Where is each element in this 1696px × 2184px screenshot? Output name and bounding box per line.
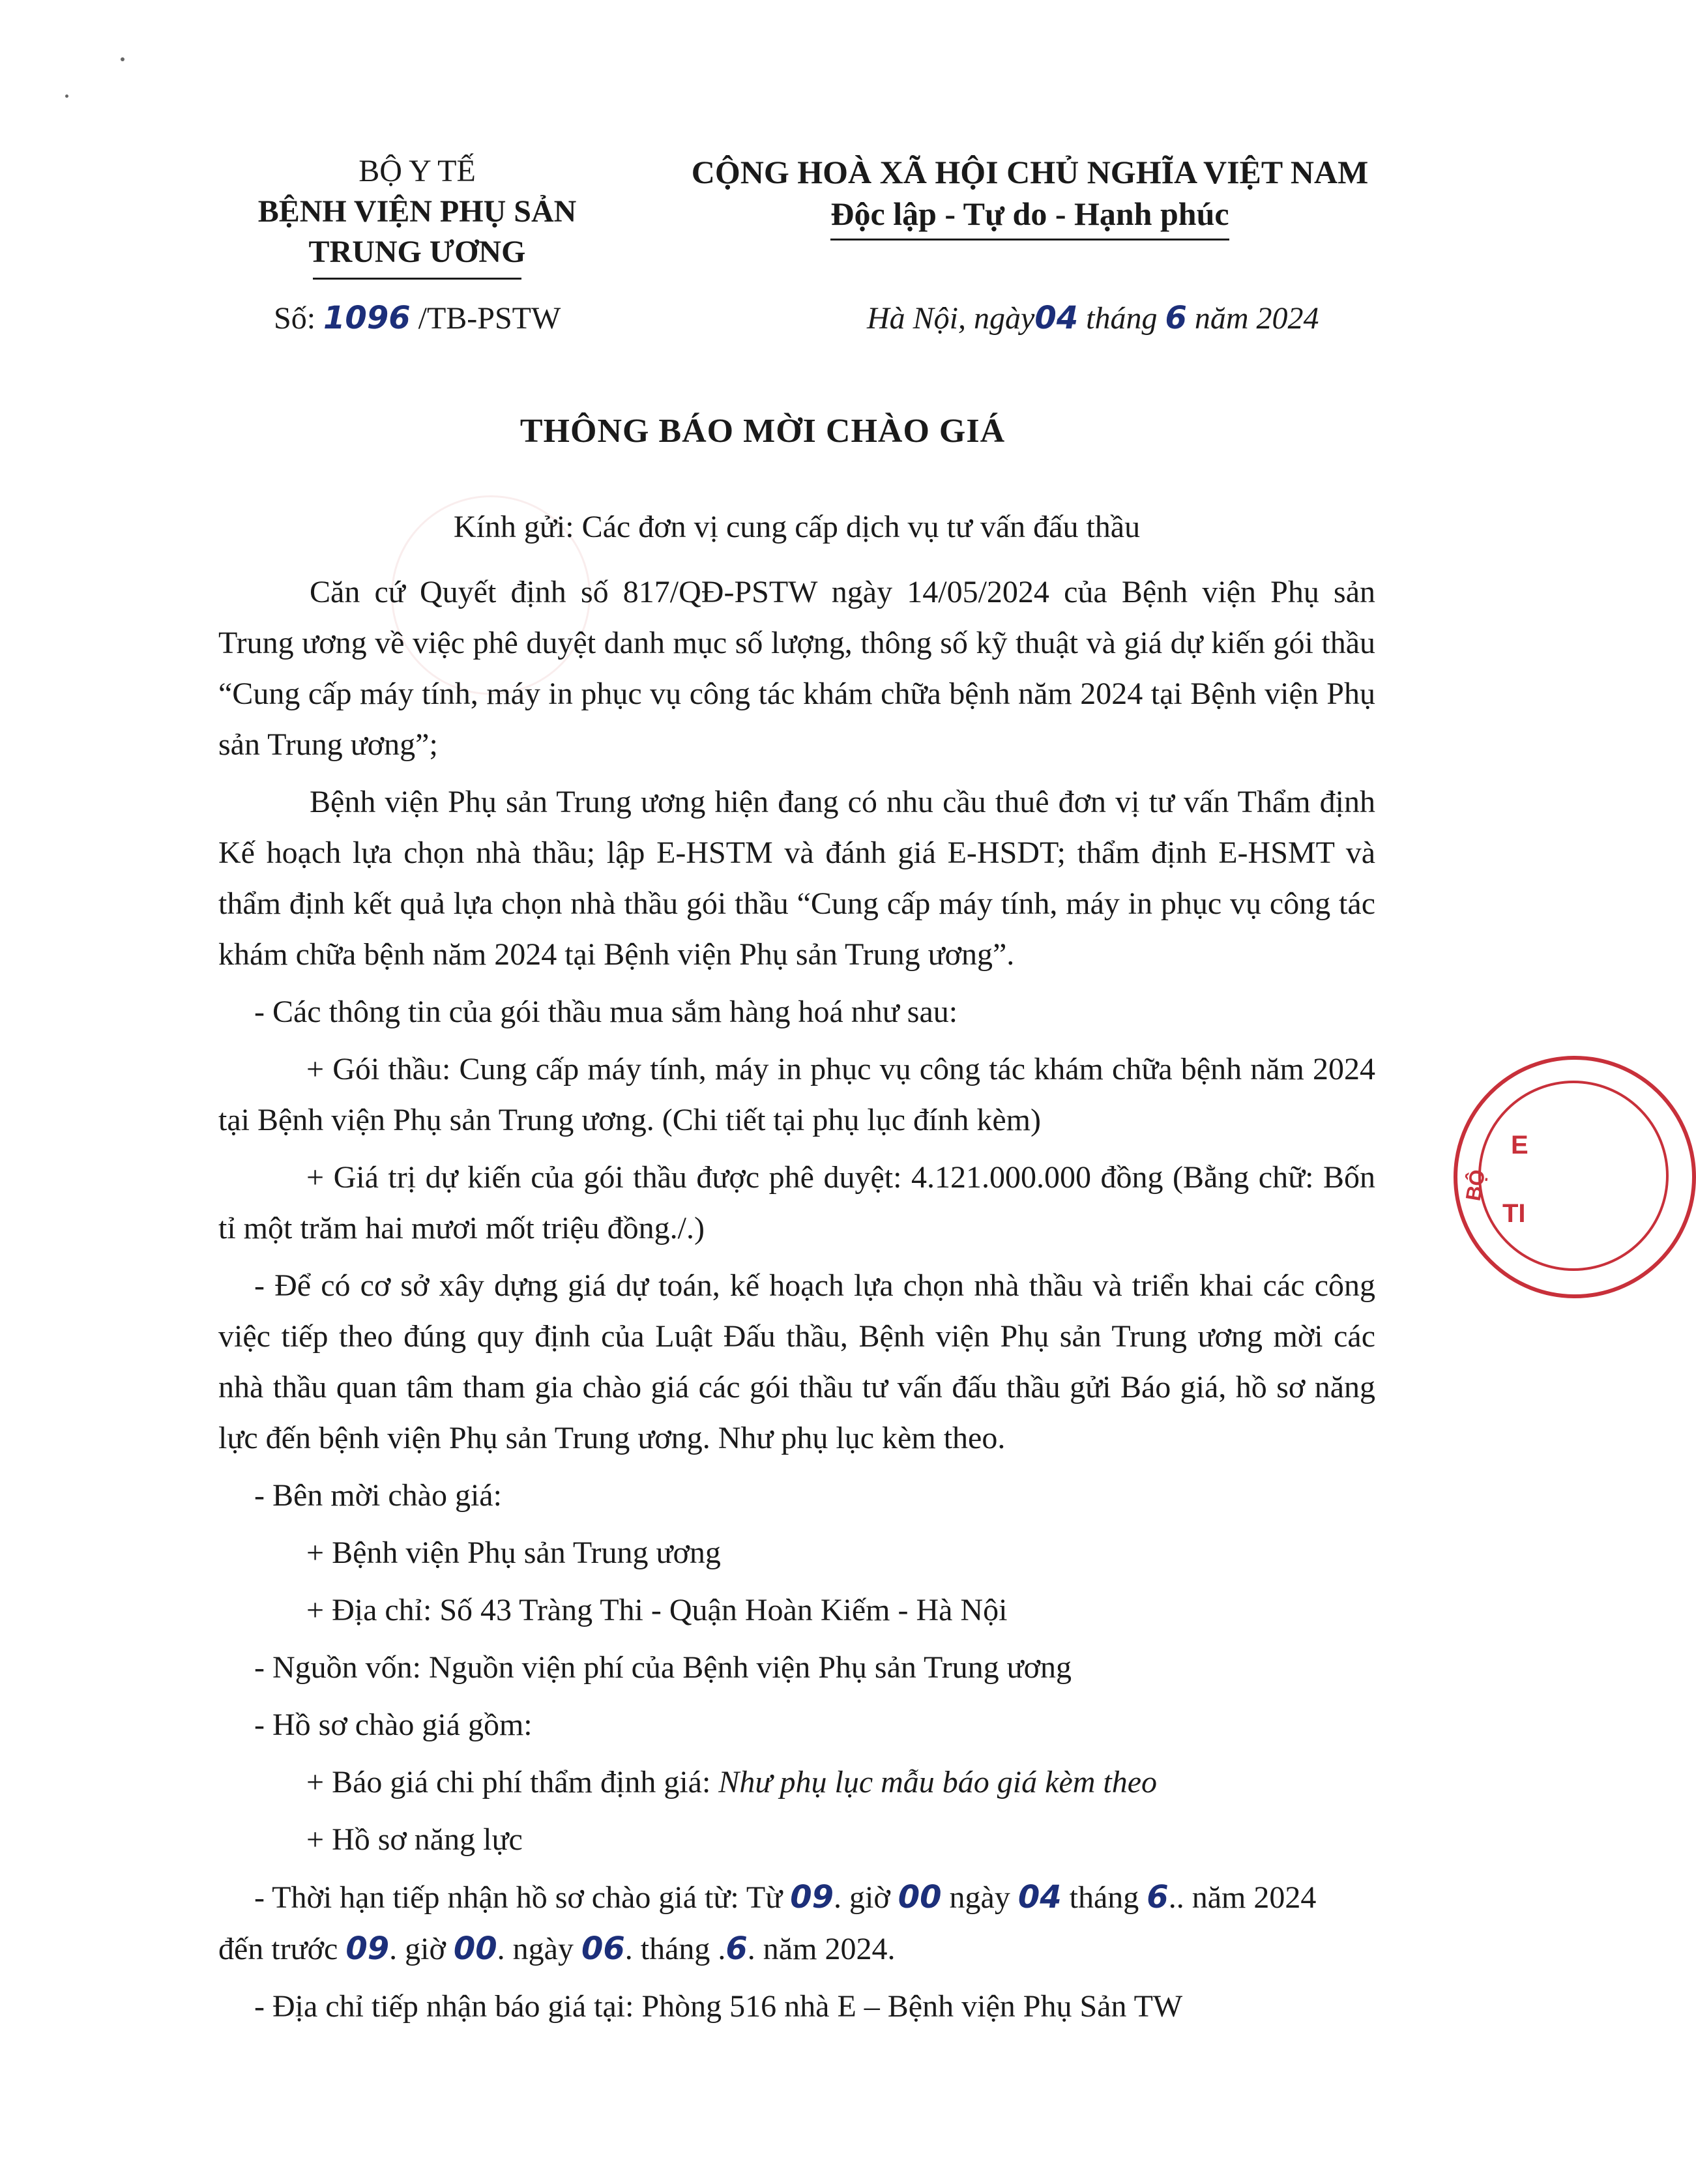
deadline-end-day: 06 bbox=[581, 1930, 625, 1967]
doc-number-suffix: /TB-PSTW bbox=[418, 301, 561, 336]
deadline-start-minute: 00 bbox=[898, 1879, 942, 1915]
quotation-item-label: + Báo giá chi phí thẩm định giá: bbox=[306, 1765, 719, 1799]
paragraph-legal-basis: Căn cứ Quyết định số 817/QĐ-PSTW ngày 14/05/2024 của Bệnh viện Phụ sản Trung ương về việc phê duyệt danh mục số lượng, thông số kỹ thuật và giá dự kiến gói thầu “Cung cấp máy tính, máy in phục vụ công tác khám chữa bệnh năm 2024 tại Bệnh viện Phụ sản Trung ương”; bbox=[218, 575, 1375, 762]
paragraph-dossier-heading: - Hồ sơ chào giá gồm: bbox=[254, 1708, 533, 1742]
seal-letter: E bbox=[1511, 1131, 1528, 1159]
deadline-start-month: 6 bbox=[1147, 1879, 1169, 1915]
deadline-end-hour: 09 bbox=[345, 1930, 390, 1967]
ministry-name: BỘ Y TẾ bbox=[358, 154, 476, 188]
deadline-text: - Thời hạn tiếp nhận hồ sơ chào giá từ: Từ bbox=[254, 1880, 783, 1915]
paragraph-capability-dossier: + Hồ sơ năng lực bbox=[306, 1822, 523, 1857]
deadline-text: . tháng . bbox=[624, 1932, 726, 1966]
paragraph-inviter-heading: - Bên mời chào giá: bbox=[254, 1478, 502, 1513]
deadline-text: . năm 2024. bbox=[747, 1932, 896, 1966]
seal-inner-ring bbox=[1478, 1081, 1669, 1271]
org-underline bbox=[313, 278, 521, 280]
paragraph-funding-source: - Nguồn vốn: Nguồn viện phí của Bệnh viện Phụ sản Trung ương bbox=[254, 1650, 1072, 1685]
deadline-text: .. năm 2024 bbox=[1168, 1880, 1317, 1915]
deadline-text: tháng bbox=[1069, 1880, 1139, 1915]
hospital-name-line2: TRUNG ƯƠNG bbox=[308, 235, 526, 269]
paragraph-invitation: - Để có cơ sở xây dựng giá dự toán, kế hoạch lựa chọn nhà thầu và triển khai các công việc tiếp theo đúng quy định của Luật Đấu thầu, Bệnh viện Phụ sản Trung ương mời các nhà thầu quan tâm tham gia chào giá các gói thầu tư vấn đấu thầu gửi Báo giá, hồ sơ năng lực đến bệnh viện Phụ sản Trung ương. Như phụ lục kèm theo. bbox=[218, 1268, 1375, 1455]
scan-speck bbox=[121, 57, 124, 61]
document-title: THÔNG BÁO MỜI CHÀO GIÁ bbox=[519, 413, 1006, 450]
deadline-start-hour: 09 bbox=[790, 1879, 834, 1915]
place-and-date bbox=[867, 300, 1319, 336]
year-label: năm 2024 bbox=[1194, 301, 1319, 336]
seal-letter: BỘ bbox=[1461, 1167, 1490, 1203]
paragraph-need: Bệnh viện Phụ sản Trung ương hiện đang có nhu cầu thuê đơn vị tư vấn Thẩm định Kế hoạch lựa chọn nhà thầu; lập E-HSTM và đánh giá E-HSDT; thẩm định E-HSMT và thẩm định kết quả lựa chọn nhà thầu gói thầu “Cung cấp máy tính, máy in phục vụ công tác khám chữa bệnh năm 2024 tại Bệnh viện Phụ sản Trung ương”. bbox=[218, 785, 1375, 972]
paragraph-deadline bbox=[218, 1872, 1375, 1975]
deadline-end-minute: 00 bbox=[453, 1930, 497, 1967]
deadline-text: . giờ bbox=[834, 1880, 890, 1915]
deadline-text: đến trước bbox=[218, 1932, 338, 1966]
doc-number-handwritten: 1096 bbox=[323, 300, 411, 336]
national-motto: Độc lập - Tự do - Hạnh phúc bbox=[830, 193, 1229, 240]
paragraph-inviter-name: + Bệnh viện Phụ sản Trung ương bbox=[306, 1536, 721, 1570]
paragraph-package-name: + Gói thầu: Cung cấp máy tính, máy in phục vụ công tác khám chữa bệnh năm 2024 tại Bệnh viện Phụ sản Trung ương. (Chi tiết tại phụ lục đính kèm) bbox=[218, 1052, 1375, 1137]
paragraph-inviter-address: + Địa chỉ: Số 43 Tràng Thi - Quận Hoàn Kiếm - Hà Nội bbox=[306, 1593, 1008, 1627]
deadline-text: . giờ bbox=[389, 1932, 446, 1966]
issuing-organization bbox=[169, 151, 665, 280]
date-month-handwritten: 6 bbox=[1165, 300, 1187, 336]
date-day-handwritten: 04 bbox=[1034, 300, 1079, 336]
document-number bbox=[274, 300, 561, 336]
month-label: tháng bbox=[1086, 301, 1158, 336]
national-header bbox=[652, 151, 1408, 240]
deadline-start-day: 04 bbox=[1017, 1879, 1062, 1915]
place-prefix: Hà Nội, ngày bbox=[867, 301, 1035, 336]
doc-number-prefix: Số: bbox=[274, 301, 316, 336]
hospital-name-line1: BỆNH VIỆN PHỤ SẢN bbox=[257, 194, 577, 229]
paragraph-submission-address: - Địa chỉ tiếp nhận báo giá tại: Phòng 516 nhà E – Bệnh viện Phụ Sản TW bbox=[254, 1989, 1183, 2024]
seal-outer-ring bbox=[1454, 1056, 1696, 1298]
deadline-end-month: 6 bbox=[725, 1930, 748, 1967]
scan-speck bbox=[65, 95, 68, 98]
document-body bbox=[218, 502, 1375, 2039]
seal-letter: TI bbox=[1502, 1199, 1526, 1228]
paragraph-package-info-heading: - Các thông tin của gói thầu mua sắm hàng hoá như sau: bbox=[254, 995, 958, 1029]
deadline-text: ngày bbox=[949, 1880, 1010, 1915]
nation-name: CỘNG HOÀ XÃ HỘI CHỦ NGHĨA VIỆT NAM bbox=[691, 154, 1369, 190]
recipient-line: Kính gửi: Các đơn vị cung cấp dịch vụ tư vấn đấu thầu bbox=[453, 510, 1141, 544]
paragraph-quotation-item bbox=[218, 1757, 1375, 1808]
paragraph-package-value: + Giá trị dự kiến của gói thầu được phê duyệt: 4.121.000.000 đồng (Bằng chữ: Bốn tỉ một trăm hai mươi mốt triệu đồng./.) bbox=[218, 1160, 1375, 1245]
deadline-text: . ngày bbox=[497, 1932, 574, 1966]
quotation-item-italic: Như phụ lục mẫu báo giá kèm theo bbox=[718, 1765, 1158, 1799]
